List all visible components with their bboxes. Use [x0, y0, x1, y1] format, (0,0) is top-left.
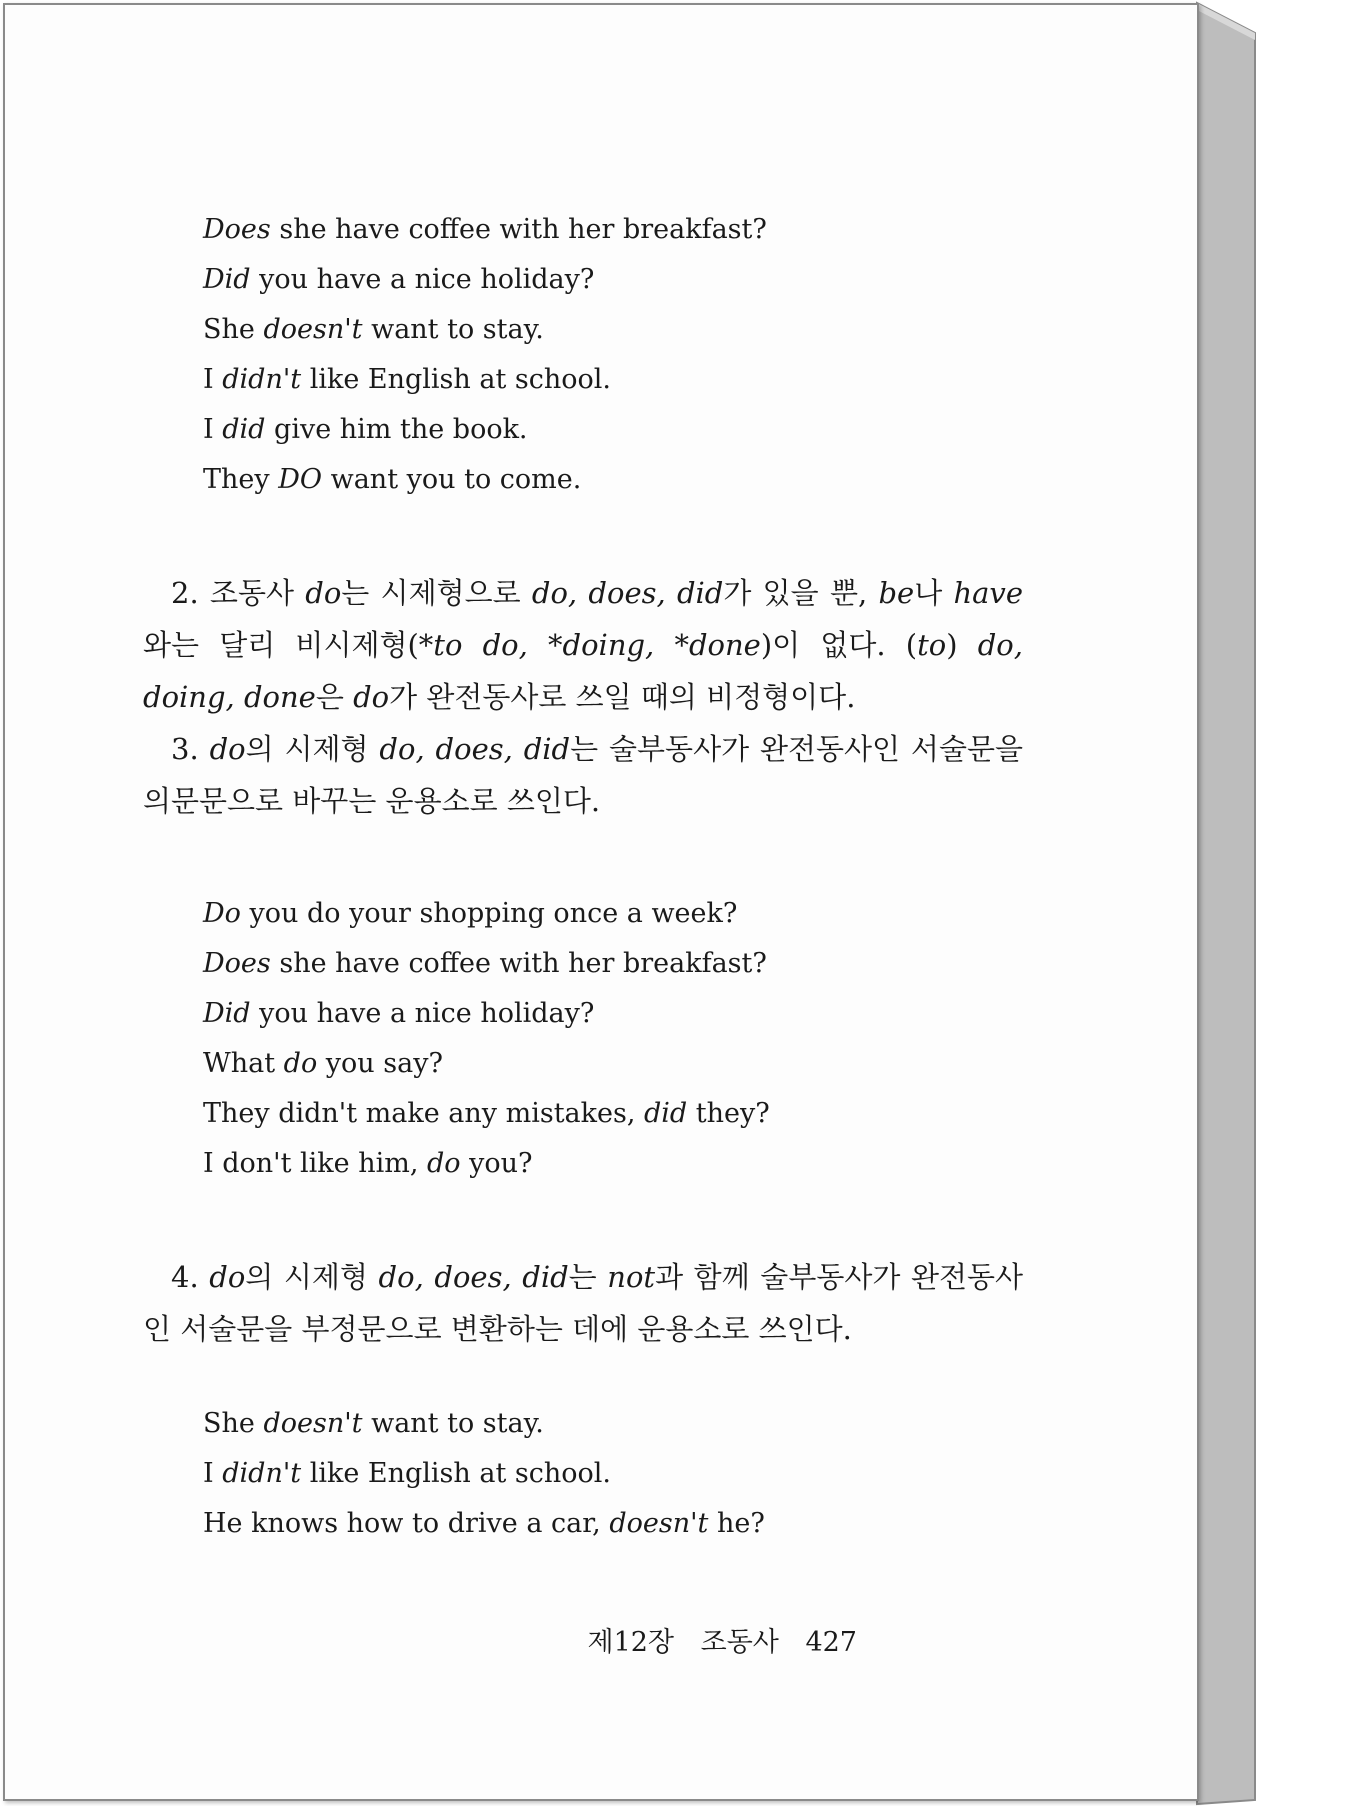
example-sentence — [203, 355, 1023, 405]
paragraph-3 — [143, 723, 1023, 827]
example-sentence — [203, 255, 1023, 305]
page-footer — [587, 1620, 857, 1659]
text-run: want you to come. — [322, 464, 582, 495]
text-run: 는 시제형으로 — [341, 576, 532, 610]
italic-run: do — [209, 732, 246, 766]
text-run: I — [203, 414, 223, 445]
text-run: 가 있을 뿐, — [723, 576, 879, 610]
text-run: you do your shopping once a week? — [240, 898, 738, 929]
italic-run: Do — [203, 898, 241, 929]
example-sentence — [203, 1039, 1023, 1089]
italic-run: do, does, did — [379, 732, 571, 766]
example-sentence — [203, 1499, 1023, 1549]
example-sentence — [203, 405, 1023, 455]
italic-run: doesn't — [263, 314, 363, 345]
text-run: 은 — [315, 680, 354, 714]
paragraph-4 — [143, 1251, 1023, 1355]
example-sentence — [203, 1139, 1023, 1189]
text-run: she have coffee with her breakfast? — [270, 948, 767, 979]
text-run: They — [203, 464, 279, 495]
italic-run: doesn't — [609, 1508, 709, 1539]
text-run: 과 함께 술부동사가 완전동사인 서술문을 부정문으로 변환하는 데에 운용소로 쓰인다. — [143, 1260, 1024, 1346]
italic-run: be — [878, 576, 915, 610]
text-run: What — [203, 1048, 284, 1079]
example-sentence — [203, 1399, 1023, 1449]
italic-run: do, does, did — [378, 1260, 569, 1294]
text-run: 는 — [568, 1260, 608, 1294]
example-sentence — [203, 989, 1023, 1039]
italic-run: Did — [203, 264, 251, 295]
italic-run: *to do, *doing, *done — [418, 628, 761, 662]
italic-run: Did — [203, 998, 251, 1029]
italic-run: DO — [278, 464, 323, 495]
example-sentence — [203, 455, 1023, 505]
text-run: want to stay. — [362, 1408, 544, 1439]
text-run: 의 시제형 — [245, 1260, 379, 1294]
text-run: 4. — [171, 1260, 210, 1294]
italic-run: didn't — [222, 364, 302, 395]
text-run: you have a nice holiday? — [250, 998, 595, 1029]
page-content — [143, 205, 1023, 1549]
italic-run: to — [917, 628, 947, 662]
example-block-1 — [203, 205, 1023, 505]
page — [3, 3, 1199, 1801]
italic-run: do, doing, done — [143, 628, 1023, 714]
italic-run: have — [953, 576, 1023, 610]
italic-run: do, does, did — [531, 576, 724, 610]
text-run: 3. — [171, 732, 210, 766]
text-run: you say? — [317, 1048, 443, 1079]
text-run: She — [203, 1408, 264, 1439]
example-sentence — [203, 1449, 1023, 1499]
example-block-3 — [203, 1399, 1023, 1549]
chapter-label: 제12장 — [587, 1627, 675, 1658]
italic-run: do — [353, 680, 390, 714]
paragraph-2 — [143, 567, 1023, 723]
text-run: you? — [460, 1148, 533, 1179]
italic-run: not — [607, 1260, 656, 1294]
text-run: They didn't make any mistakes, — [203, 1098, 645, 1129]
example-sentence — [203, 205, 1023, 255]
text-run: I — [203, 1458, 223, 1489]
italic-run: Does — [203, 214, 271, 245]
text-run: 가 완전동사로 쓰일 때의 비정형이다. — [389, 680, 856, 714]
italic-run: do — [427, 1148, 461, 1179]
text-run: she have coffee with her breakfast? — [270, 214, 767, 245]
text-run: like English at school. — [301, 364, 612, 395]
text-run: 의 시제형 — [245, 732, 380, 766]
italic-run: doesn't — [263, 1408, 363, 1439]
chapter-title: 조동사 — [700, 1627, 779, 1658]
text-run: he? — [708, 1508, 765, 1539]
italic-run: Does — [203, 948, 271, 979]
italic-run: do — [305, 576, 342, 610]
example-block-2 — [203, 889, 1023, 1189]
text-run: give him the book. — [265, 414, 528, 445]
text-run: you have a nice holiday? — [250, 264, 595, 295]
example-sentence — [203, 889, 1023, 939]
italic-run: did — [222, 414, 266, 445]
text-run: He knows how to drive a car, — [203, 1508, 610, 1539]
text-run: I — [203, 364, 223, 395]
text-run: She — [203, 314, 264, 345]
example-sentence — [203, 939, 1023, 989]
text-run: 나 — [914, 576, 954, 610]
text-run: )이 없다. ( — [760, 628, 918, 662]
italic-run: didn't — [222, 1458, 302, 1489]
text-run: they? — [687, 1098, 770, 1129]
text-run: 와는 달리 비시제형( — [143, 628, 419, 662]
italic-run: do — [209, 1260, 246, 1294]
text-run: want to stay. — [362, 314, 544, 345]
example-sentence — [203, 305, 1023, 355]
page-number: 427 — [805, 1627, 857, 1658]
italic-run: do — [283, 1048, 318, 1079]
text-run: 2. 조동사 — [171, 576, 306, 610]
example-sentence — [203, 1089, 1023, 1139]
text-run: like English at school. — [301, 1458, 612, 1489]
text-run: ) — [946, 628, 978, 662]
italic-run: did — [644, 1098, 688, 1129]
text-run: I don't like him, — [203, 1148, 428, 1179]
text-run: 는 술부동사가 완전동사인 서술문을 의문문으로 바꾸는 운용소로 쓰인다. — [143, 732, 1023, 818]
